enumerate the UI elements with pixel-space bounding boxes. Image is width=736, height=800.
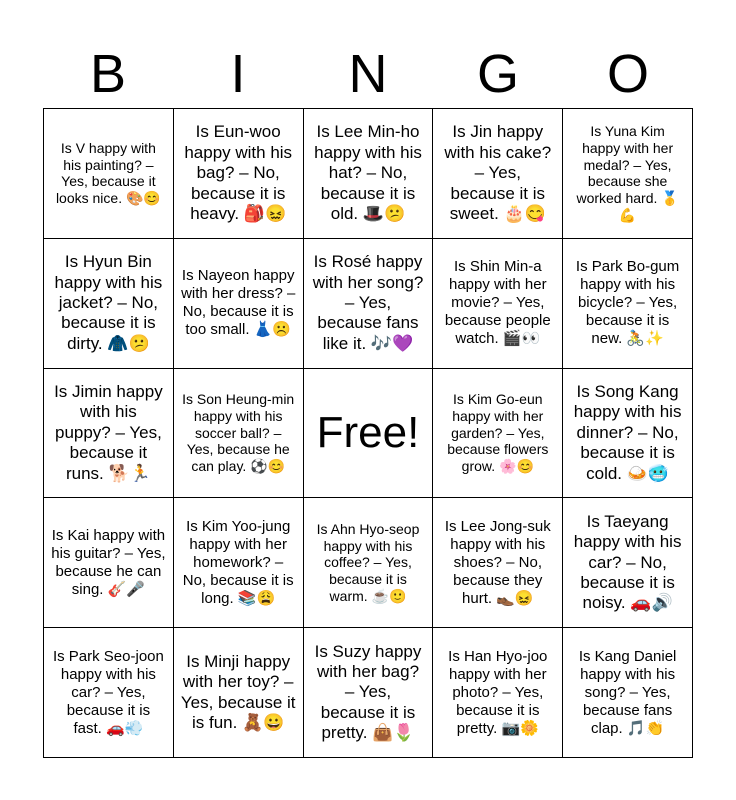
bingo-cell[interactable]	[433, 628, 563, 758]
cell-text: Is Jin happy with his cake? – Yes, because it is sweet. 🎂😋	[444, 122, 552, 223]
cell-text: Is V happy with his painting? – Yes, because it looks nice. 🎨😊	[55, 139, 161, 207]
bingo-cell[interactable]	[174, 239, 304, 369]
cell-text: Is Hyun Bin happy with his jacket? – No, because it is dirty. 🧥😕	[54, 252, 163, 353]
cell-text: Is Han Hyo-joo happy with her photo? – Yes, because it is pretty. 📷🌼	[448, 647, 548, 737]
cell-text: Is Taeyang happy with his car? – No, because it is noisy. 🚗🔊	[573, 511, 682, 613]
bingo-cell[interactable]	[174, 109, 304, 239]
bingo-cell[interactable]	[563, 109, 693, 239]
cell-text: Is Yuna Kim happy with her medal? – Yes, because she worked hard. 🥇💪	[576, 123, 679, 223]
bingo-cell[interactable]	[433, 498, 563, 628]
cell-text: Is Rosé happy with her song? – Yes, because fans like it. 🎶💜	[312, 252, 424, 353]
bingo-card-grid	[43, 108, 693, 758]
header-letter-b: B	[89, 44, 127, 104]
header-letter-i: I	[230, 44, 246, 104]
cell-text: Is Park Bo-gum happy with his bicycle? – Yes, because it is new. 🚴✨	[575, 258, 680, 348]
cell-text: Is Son Heung-min happy with his soccer ball? – Yes, because he can play. ⚽😊	[182, 391, 295, 475]
bingo-cell[interactable]	[174, 369, 304, 499]
bingo-cell[interactable]	[44, 498, 174, 628]
cell-text: Is Minji happy with her toy? – Yes, because it is fun. 🧸😀	[180, 651, 296, 732]
bingo-cell[interactable]	[433, 239, 563, 369]
cell-text: Is Jimin happy with his puppy? – Yes, because it runs. 🐕🏃	[54, 382, 163, 483]
cell-text: Is Eun-woo happy with his bag? – No, because it is heavy. 🎒😖	[184, 122, 293, 223]
cell-text: Is Ahn Hyo-seop happy with his coffee? – Yes, because it is warm. ☕🙂	[316, 520, 420, 604]
header-letter-n: N	[348, 44, 388, 104]
free-space-label: Free!	[316, 407, 420, 457]
bingo-cell[interactable]	[304, 498, 434, 628]
cell-text: Is Kang Daniel happy with his song? – Yes, because fans clap. 🎵👏	[578, 647, 677, 737]
cell-text: Is Song Kang happy with his dinner? – No, because it is cold. 🍛🥶	[573, 382, 682, 483]
bingo-cell[interactable]	[563, 239, 693, 369]
bingo-cell[interactable]	[44, 239, 174, 369]
cell-text: Is Shin Min-a happy with her movie? – Yes, because people watch. 🎬👀	[444, 258, 551, 348]
bingo-cell[interactable]	[174, 628, 304, 758]
header-letter-g: G	[476, 44, 519, 104]
bingo-cell[interactable]	[174, 498, 304, 628]
bingo-cell[interactable]	[563, 498, 693, 628]
bingo-cell[interactable]	[44, 109, 174, 239]
bingo-cell[interactable]	[433, 109, 563, 239]
cell-text: Is Nayeon happy with her dress? – No, because it is too small. 👗☹️	[181, 267, 296, 339]
cell-text: Is Kai happy with his guitar? – Yes, because he can sing. 🎸🎤	[51, 526, 166, 598]
cell-text: Is Lee Min-ho happy with his hat? – No, because it is old. 🎩😕	[314, 122, 422, 223]
bingo-cell[interactable]	[304, 628, 434, 758]
free-space-cell[interactable]	[304, 369, 434, 499]
bingo-cell[interactable]	[44, 369, 174, 499]
cell-text: Is Kim Go-eun happy with her garden? – Yes, because flowers grow. 🌸😊	[447, 391, 549, 475]
cell-text: Is Lee Jong-suk happy with his shoes? – No, because they hurt. 👞😖	[444, 517, 551, 607]
cell-text: Is Suzy happy with her bag? – Yes, because it is pretty. 👜🌷	[314, 641, 422, 743]
bingo-cell[interactable]	[563, 628, 693, 758]
cell-text: Is Kim Yoo-jung happy with her homework? – No, because it is long. 📚😩	[182, 517, 294, 607]
bingo-cell[interactable]	[44, 628, 174, 758]
cell-text: Is Park Seo-joon happy with his car? – Yes, because it is fast. 🚗💨	[52, 647, 164, 737]
header-letter-o: O	[606, 44, 649, 104]
bingo-cell[interactable]	[304, 109, 434, 239]
bingo-cell[interactable]	[304, 239, 434, 369]
bingo-cell[interactable]	[563, 369, 693, 499]
bingo-cell[interactable]	[433, 369, 563, 499]
bingo-header	[43, 40, 693, 108]
